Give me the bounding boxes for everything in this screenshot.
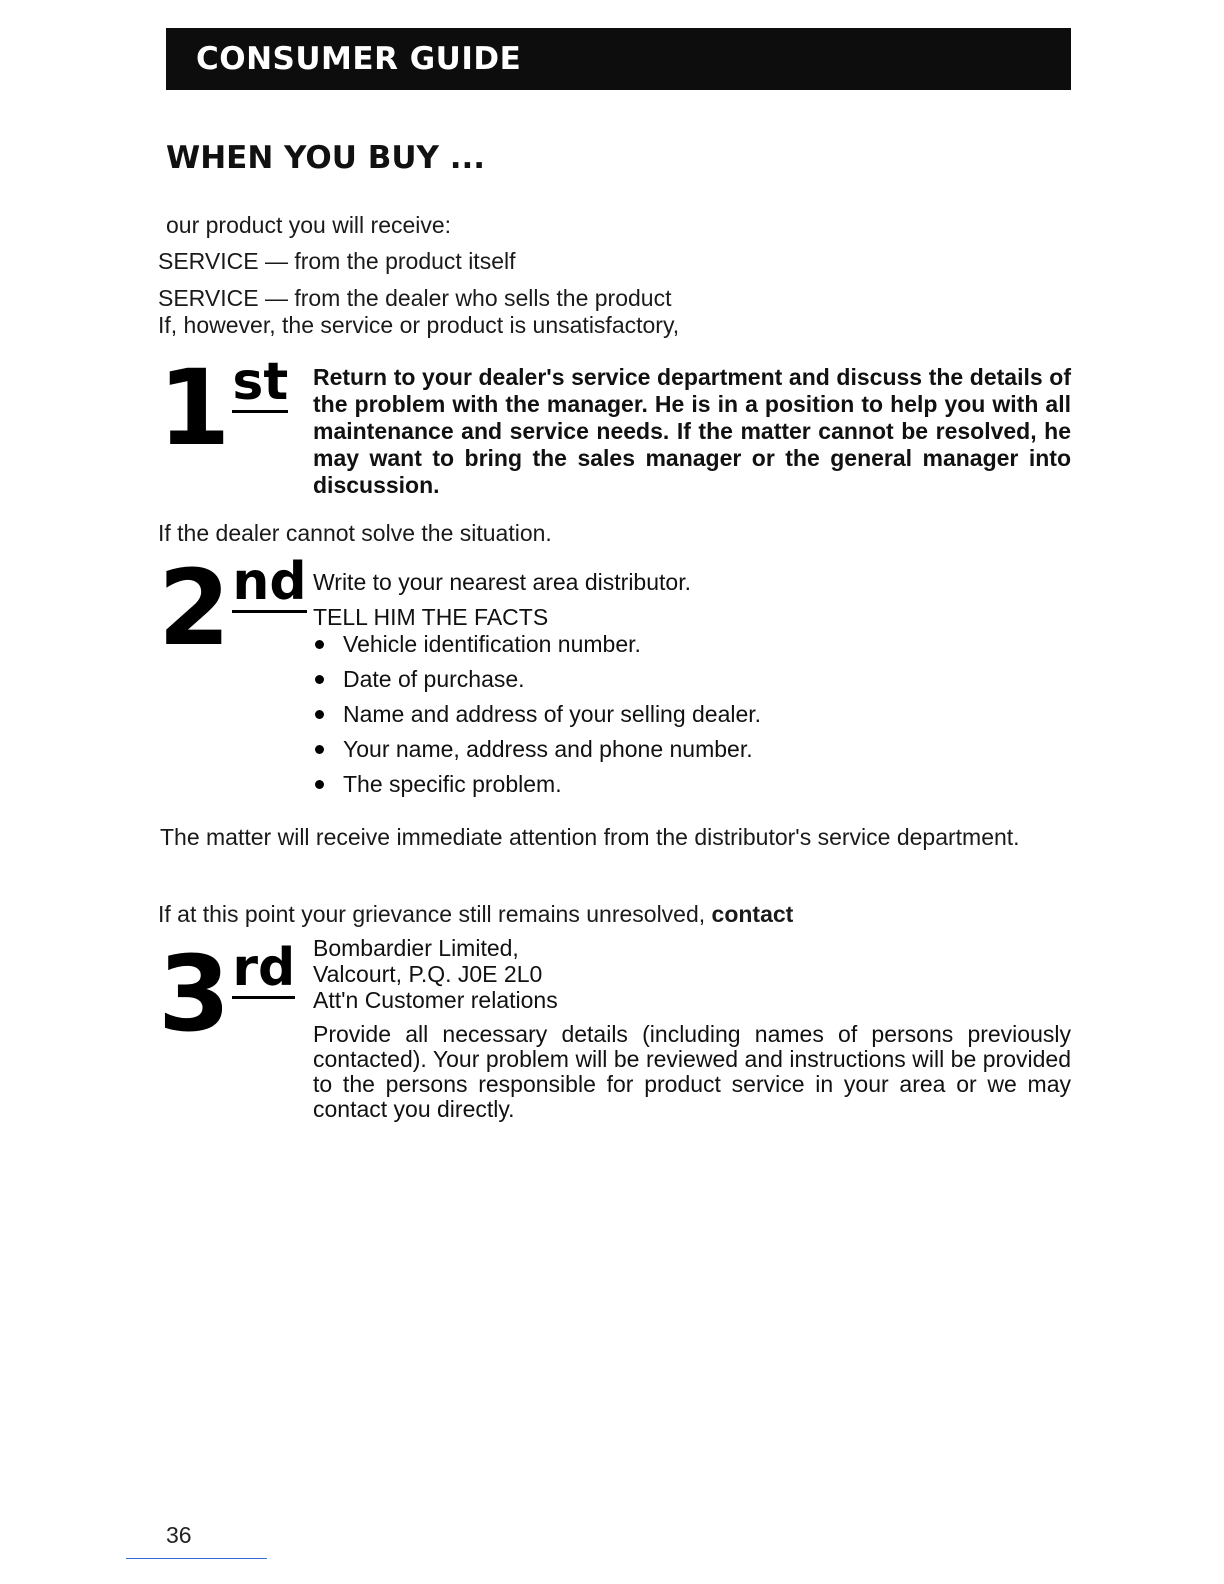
transition-dealer: If the dealer cannot solve the situation. [158,520,552,546]
step-2-ordinal [158,547,307,669]
bullet-icon [315,675,324,684]
facts-list [313,627,1071,802]
step-3-text: Provide all necessary details (including names of persons previously contacted). Your problem will be reviewed and instructions will be provided to the persons responsible for product service in your area or we may contact you directly. [313,1021,1071,1122]
step-2-suffix: nd [232,552,307,612]
step-3-ordinal [158,933,296,1055]
intro-line-3: SERVICE — from the dealer who sells the product [158,285,672,311]
fact-text: Name and address of your selling dealer. [343,701,762,727]
bullet-icon [315,780,324,789]
intro-line-1: our product you will receive: [166,212,452,238]
bullet-icon [315,710,324,719]
step-2-line-1: Write to your nearest area distributor. [313,569,691,595]
list-item [313,662,1071,697]
intro-line-2: SERVICE — from the product itself [158,248,516,274]
step-1-suffix: st [232,352,289,412]
transition-unresolved [158,901,793,928]
bullet-icon [315,640,324,649]
step-2-number: 2 [158,547,231,669]
fact-text: Vehicle identification number. [343,631,641,657]
list-item [313,627,1071,662]
step-1-text: Return to your dealer's service department and discuss the details of the problem with the manager. He is in a position to help you with all maintenance and service needs. If the matter cannot be resolved, he may want to bring the sales manager or the general manager into discussion. [313,364,1071,498]
page-title: WHEN YOU BUY ... [166,140,486,176]
page-number: 36 [166,1522,192,1548]
list-item [313,697,1071,732]
transition-text: If at this point your grievance still remains unresolved, [158,901,706,927]
fact-text: The specific problem. [343,771,562,797]
address-line-2: Valcourt, P.Q. J0E 2L0 [313,961,543,987]
address-line-3: Att'n Customer relations [313,987,558,1013]
step-1-number: 1 [158,347,231,469]
list-item [313,767,1071,802]
step-2-line-2: TELL HIM THE FACTS [313,604,549,630]
fact-text: Date of purchase. [343,666,525,692]
address-line-1: Bombardier Limited, [313,935,519,961]
step-1-ordinal [158,347,289,469]
intro-line-4: If, however, the service or product is unsatisfactory, [158,312,680,338]
footer-divider [126,1558,267,1559]
step-3-number: 3 [158,933,231,1055]
consumer-guide-banner: CONSUMER GUIDE [166,28,1071,90]
list-item [313,732,1071,767]
bullet-icon [315,745,324,754]
attention-paragraph: The matter will receive immediate attention from the distributor's service department. [160,824,1020,850]
contact-emphasis: contact [711,901,794,927]
fact-text: Your name, address and phone number. [343,736,753,762]
step-3-suffix: rd [232,938,296,998]
